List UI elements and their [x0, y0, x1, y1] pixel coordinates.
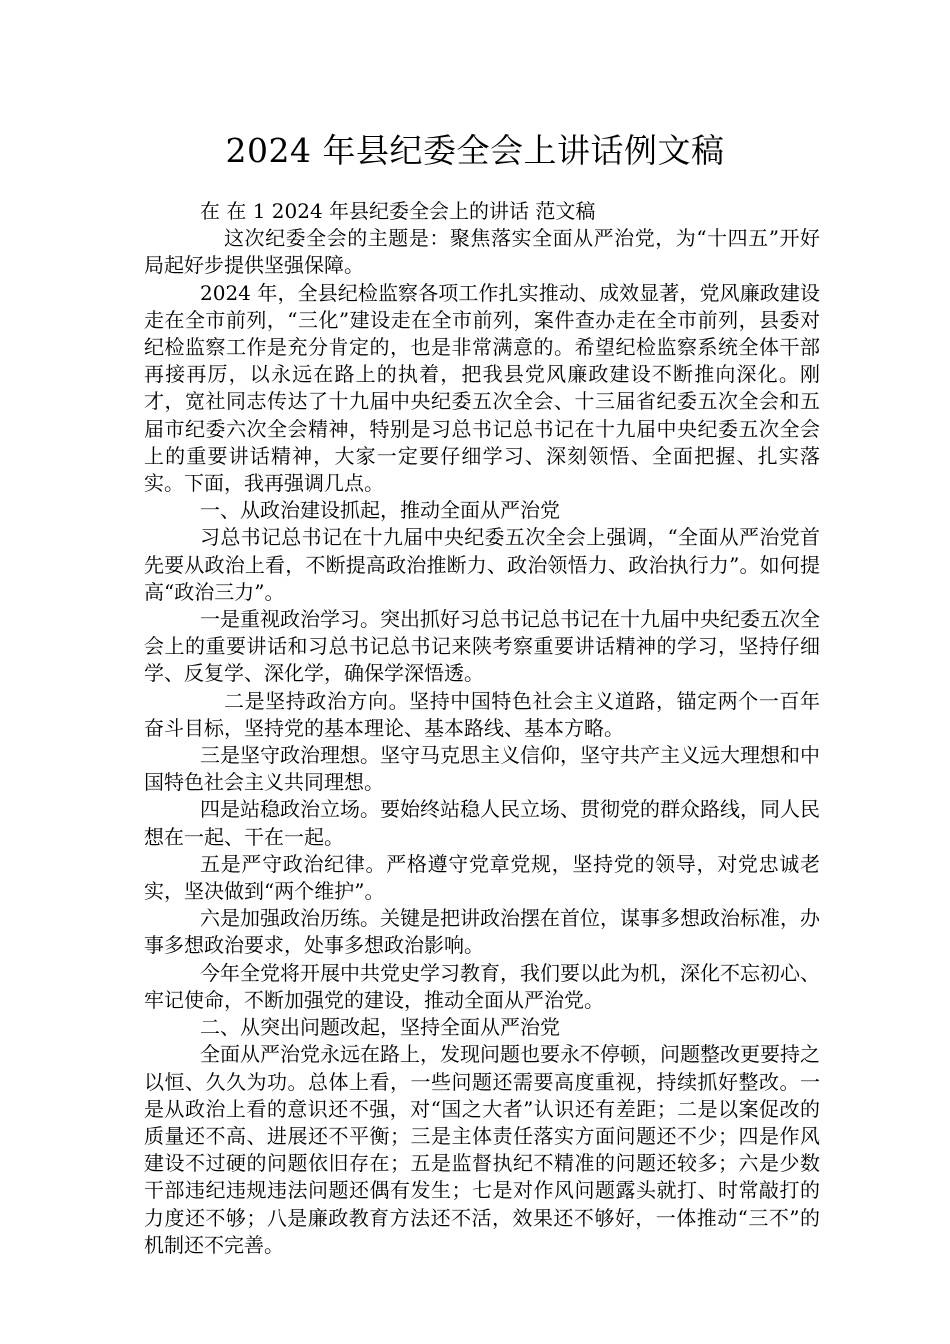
paragraph: 一是重视政治学习。突出抓好习总书记总书记在十九届中央纪委五次全会上的重要讲话和习总书记总书记来陕考察重要讲话精神的学习，坚持仔细学、反复学、深化学，确保学深悟透。	[144, 607, 820, 686]
section-heading: 一、从政治建设抓起，推动全面从严治党	[200, 498, 560, 523]
paragraph: 二是坚持政治方向。坚持中国特色社会主义道路，锚定两个一百年奋斗目标，坚持党的基本理论、基本路线、基本方略。	[144, 688, 820, 740]
paragraph: 三是坚守政治理想。坚守马克思主义信仰，坚守共产主义远大理想和中国特色社会主义共同理想。	[144, 743, 820, 795]
document-title: 2024 年县纪委全会上讲话例文稿	[225, 131, 725, 170]
paragraph: 习总书记总书记在十九届中央纪委五次全会上强调，“全面从严治党首先要从政治上看，不断提高政治推断力、政治领悟力、政治执行力”。如何提高“政治三力”。	[144, 525, 820, 604]
paragraph: 六是加强政治历练。关键是把讲政治摆在首位，谋事多想政治标准，办事多想政治要求，处事多想政治影响。	[144, 906, 820, 958]
paragraph: 四是站稳政治立场。要始终站稳人民立场、贯彻党的群众路线，同人民想在一起、干在一起。	[144, 797, 820, 849]
paragraph: 全面从严治党永远在路上，发现问题也要永不停顿，问题整改更要持之以恒、久久为功。总体上看，一些问题还需要高度重视，持续抓好整改。一是从政治上看的意识还不强，对“国之大者”认识还有差距；二是以案促改的质量还不高、进展还不平衡；三是主体责任落实方面问题还不少；四是作风建设不过硬的问题依旧存在；五是监督执纪不精准的问题还较多；六是少数干部违纪违规违法问题还偶有发生；七是对作风问题露头就打、时常敲打的力度还不够；八是廉政教育方法还不活，效果还不够好，一体推动“三不”的机制还不完善。	[144, 1042, 820, 1257]
paragraph: 五是严守政治纪律。严格遵守党章党规，坚持党的领导，对党忠诚老实，坚决做到“两个维护”。	[144, 851, 820, 904]
paragraph: 今年全党将开展中共党史学习教育，我们要以此为机，深化不忘初心、牢记使命，不断加强党的建设，推动全面从严治党。	[144, 960, 820, 1012]
paragraph: 2024 年，全县纪检监察各项工作扎实推动、成效显著，党风廉政建设走在全市前列，“三化”建设走在全市前列，案件查办走在全市前列，县委对纪检监察工作是充分肯定的，也是非常满意的。希望纪检监察系统全体干部再接再厉，以永远在路上的执着，把我县党风廉政建设不断推向深化。刚才，宽社同志传达了十九届中央纪委五次全会、十三届省纪委五次全会和五届市纪委六次全会精神，特别是习总书记总书记在十九届中央纪委五次全会上的重要讲话精神，大家一定要仔细学习、深刻领悟、全面把握、扎实落实。下面，我再强调几点。	[144, 280, 820, 496]
section-heading: 二、从突出问题改起，坚持全面从严治党	[200, 1015, 560, 1040]
document-body	[144, 198, 820, 1259]
speech-subtitle: 在 在 1 2024 年县纪委全会上的讲话 范文稿	[200, 199, 596, 223]
paragraph: 这次纪委全会的主题是：聚焦落实全面从严治党，为“十四五”开好局起好步提供坚强保障。	[144, 226, 820, 278]
